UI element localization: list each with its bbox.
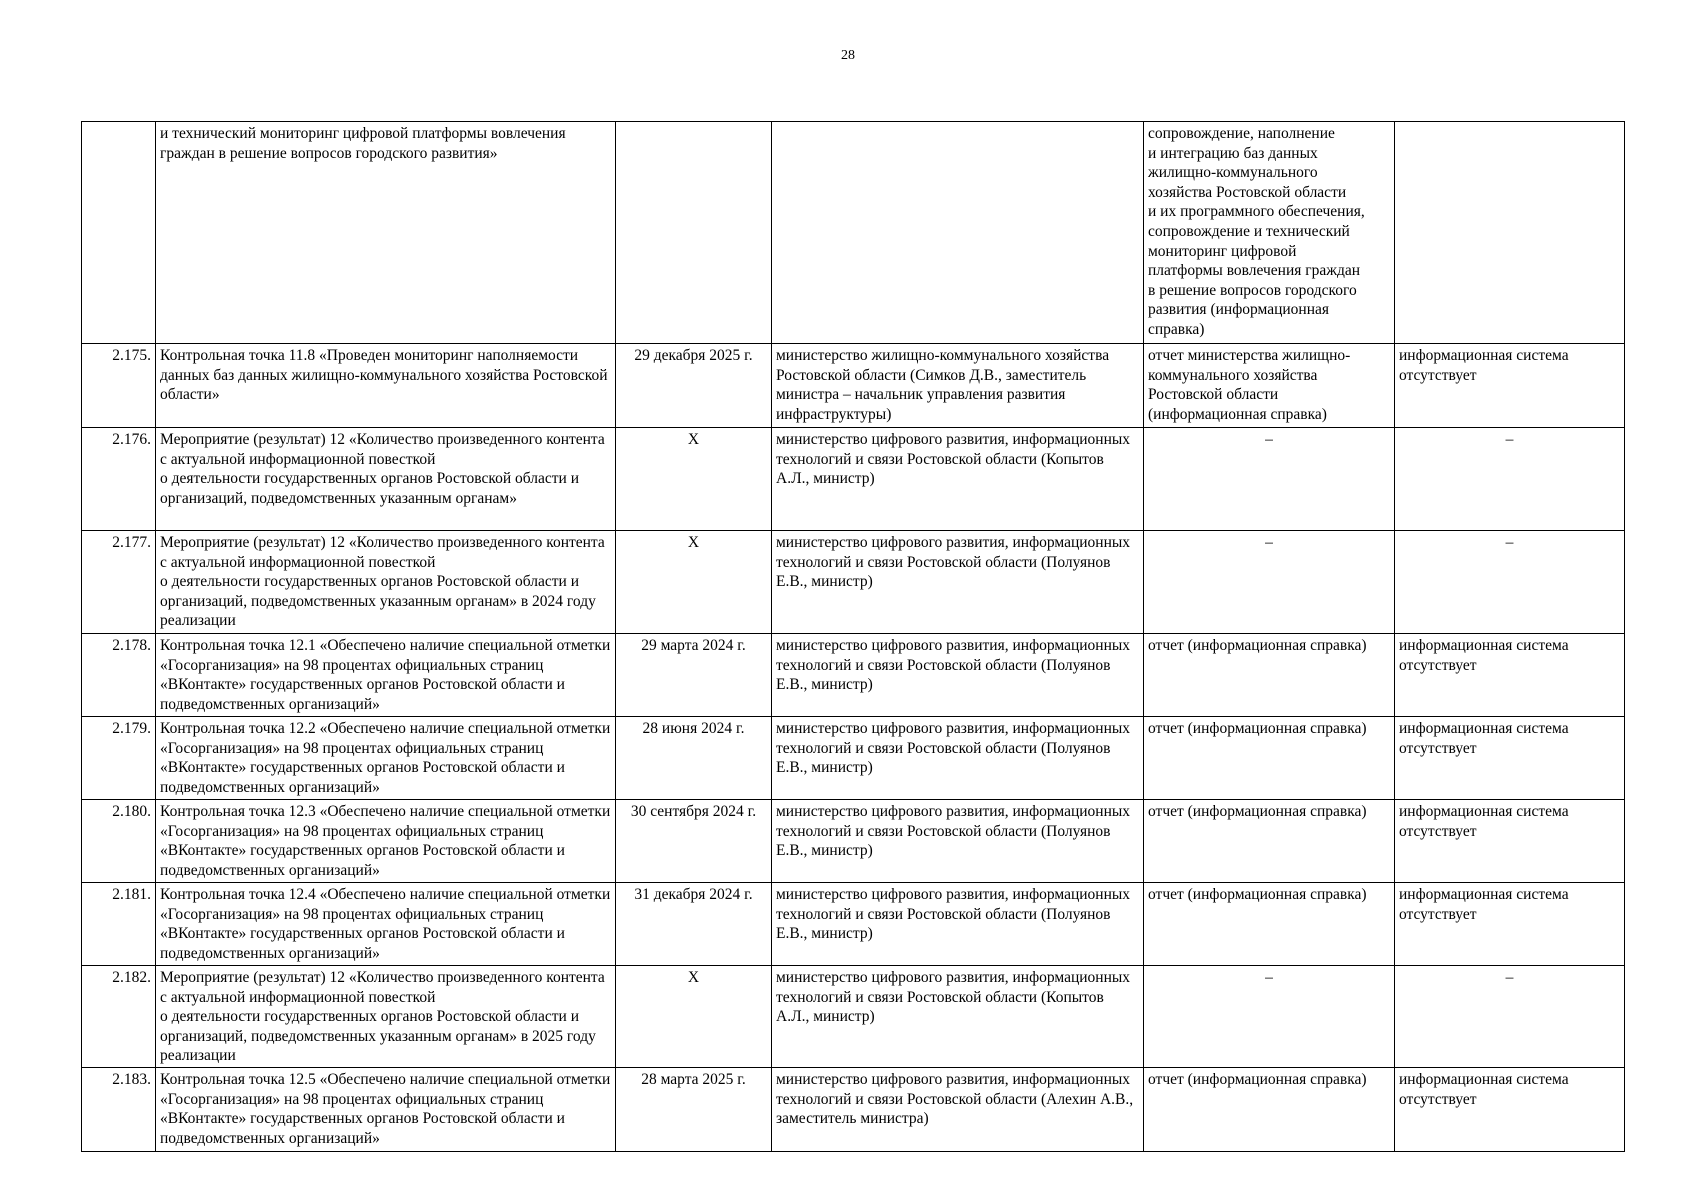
responsible: министерство цифрового развития, информационных технологий и связи Ростовской области (Полуянов Е.В., министр) [772,717,1144,800]
deadline: 28 июня 2024 г. [616,717,772,800]
event-name: Контрольная точка 12.3 «Обеспечено наличие специальной отметки «Госорганизация» на 98 процентах официальных страниц «ВКонтакте» государственных органов Ростовской области и подведомственных организаций» [156,800,616,883]
responsible: министерство цифрового развития, информационных технологий и связи Ростовской области (Копытов А.Л., министр) [772,966,1144,1068]
info-system: информационная система отсутствует [1395,1068,1625,1152]
row-number: 2.178. [82,634,156,717]
table-row [82,717,1625,800]
deadline: 29 марта 2024 г. [616,634,772,717]
event-name: Контрольная точка 12.2 «Обеспечено наличие специальной отметки «Госорганизация» на 98 процентах официальных страниц «ВКонтакте» государственных органов Ростовской области и подведомственных организаций» [156,717,616,800]
responsible: министерство цифрового развития, информационных технологий и связи Ростовской области (Копытов А.Л., министр) [772,428,1144,531]
document-type: отчет министерства жилищно-коммунального хозяйства Ростовской области (информационная справка) [1144,344,1395,428]
table-row [82,966,1625,1068]
row-number: 2.177. [82,531,156,634]
row-number: 2.175. [82,344,156,428]
info-system: информационная система отсутствует [1395,717,1625,800]
info-system: информационная система отсутствует [1395,800,1625,883]
event-name: Мероприятие (результат) 12 «Количество произведенного контента с актуальной информационной повесткой о деятельности государственных органов Ростовской области и организаций, подведомственных указанным органам» [156,428,616,531]
table-row [82,634,1625,717]
table-row [82,122,1625,344]
info-system: информационная система отсутствует [1395,634,1625,717]
document-type: – [1144,966,1395,1068]
deadline: X [616,966,772,1068]
info-system: – [1395,966,1625,1068]
responsible: министерство жилищно-коммунального хозяйства Ростовской области (Симков Д.В., заместитель министра – начальник управления развития инфраструктуры) [772,344,1144,428]
responsible: министерство цифрового развития, информационных технологий и связи Ростовской области (Полуянов Е.В., министр) [772,531,1144,634]
table-row [82,1068,1625,1152]
info-system: – [1395,428,1625,531]
responsible: министерство цифрового развития, информационных технологий и связи Ростовской области (Полуянов Е.В., министр) [772,883,1144,966]
row-number: 2.182. [82,966,156,1068]
event-name: Мероприятие (результат) 12 «Количество произведенного контента с актуальной информационной повесткой о деятельности государственных органов Ростовской области и организаций, подведомственных указанным органам» в 2024 году реализации [156,531,616,634]
table-row [82,428,1625,531]
document-type: отчет (информационная справка) [1144,800,1395,883]
document-type: – [1144,428,1395,531]
document-type: отчет (информационная справка) [1144,717,1395,800]
responsible: министерство цифрового развития, информационных технологий и связи Ростовской области (Алехин А.В., заместитель министра) [772,1068,1144,1152]
event-name: Мероприятие (результат) 12 «Количество произведенного контента с актуальной информационной повесткой о деятельности государственных органов Ростовской области и организаций, подведомственных указанным органам» в 2025 году реализации [156,966,616,1068]
document-type: – [1144,531,1395,634]
deadline: 28 марта 2025 г. [616,1068,772,1152]
responsible: министерство цифрового развития, информационных технологий и связи Ростовской области (Полуянов Е.В., министр) [772,634,1144,717]
document-type: отчет (информационная справка) [1144,634,1395,717]
event-name: Контрольная точка 11.8 «Проведен мониторинг наполняемости данных баз данных жилищно-коммунального хозяйства Ростовской области» [156,344,616,428]
plan-table [81,121,1625,1152]
row-number: 2.183. [82,1068,156,1152]
deadline: 30 сентября 2024 г. [616,800,772,883]
deadline: 29 декабря 2025 г. [616,344,772,428]
deadline: 31 декабря 2024 г. [616,883,772,966]
info-system: информационная система отсутствует [1395,883,1625,966]
event-name: Контрольная точка 12.5 «Обеспечено наличие специальной отметки «Госорганизация» на 98 процентах официальных страниц «ВКонтакте» государственных органов Ростовской области и подведомственных организаций» [156,1068,616,1152]
table-row [82,883,1625,966]
row-number: 2.180. [82,800,156,883]
document-type: отчет (информационная справка) [1144,1068,1395,1152]
responsible [772,122,1144,344]
document-type: отчет (информационная справка) [1144,883,1395,966]
row-number: 2.181. [82,883,156,966]
document-type: сопровождение, наполнение и интеграцию баз данных жилищно-коммунального хозяйства Ростовской области и их программного обеспечения, сопровождение и технический мониторинг цифровой платформы вовлечения граждан в решение вопросов городского развития (информационная справка) [1144,122,1395,344]
event-name: Контрольная точка 12.4 «Обеспечено наличие специальной отметки «Госорганизация» на 98 процентах официальных страниц «ВКонтакте» государственных органов Ростовской области и подведомственных организаций» [156,883,616,966]
row-number [82,122,156,344]
row-number: 2.176. [82,428,156,531]
deadline: X [616,428,772,531]
row-number: 2.179. [82,717,156,800]
table-row [82,344,1625,428]
info-system: информационная система отсутствует [1395,344,1625,428]
deadline [616,122,772,344]
responsible: министерство цифрового развития, информационных технологий и связи Ростовской области (Полуянов Е.В., министр) [772,800,1144,883]
info-system: – [1395,531,1625,634]
page-number: 28 [841,48,855,63]
table-row [82,800,1625,883]
event-name: Контрольная точка 12.1 «Обеспечено наличие специальной отметки «Госорганизация» на 98 процентах официальных страниц «ВКонтакте» государственных органов Ростовской области и подведомственных организаций» [156,634,616,717]
deadline: X [616,531,772,634]
info-system [1395,122,1625,344]
event-name: и технический мониторинг цифровой платформы вовлечения граждан в решение вопросов городского развития» [156,122,616,344]
table-row [82,531,1625,634]
